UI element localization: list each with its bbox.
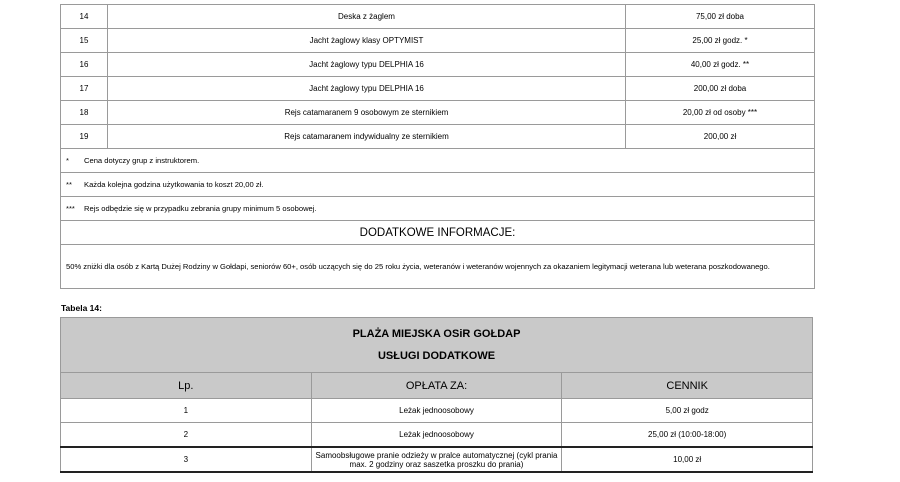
- table-row: [61, 125, 815, 149]
- info-heading: DODATKOWE INFORMACJE:: [61, 221, 815, 245]
- table-row: [61, 423, 813, 448]
- footnote-row: [61, 149, 815, 173]
- row-item: Rejs catamaranem 9 osobowym ze sternikiem: [108, 101, 626, 125]
- row-number: 15: [61, 29, 108, 53]
- row-number: 1: [61, 399, 312, 423]
- footnote: [61, 149, 815, 173]
- row-number: 18: [61, 101, 108, 125]
- column-header-price: CENNIK: [562, 373, 813, 399]
- row-number: 16: [61, 53, 108, 77]
- row-item: Leżak jednoosobowy: [311, 423, 562, 448]
- table-subtitle: USŁUGI DODATKOWE: [377, 350, 496, 362]
- footnote-mark: **: [66, 180, 72, 189]
- row-number: 3: [61, 447, 312, 472]
- row-item: Rejs catamaranem indywidualny ze sternikiem: [108, 125, 626, 149]
- footnote: [61, 197, 815, 221]
- footnote-text: Cena dotyczy grup z instruktorem.: [84, 156, 200, 165]
- table-title-cell: [61, 318, 813, 373]
- row-price: 75,00 zł doba: [626, 5, 815, 29]
- footnote-mark: ***: [66, 204, 75, 213]
- footnote-text: Każda kolejna godzina użytkowania to koszt 20,00 zł.: [84, 180, 264, 189]
- table-row: [61, 399, 813, 423]
- table-row: [61, 101, 815, 125]
- footnote: [61, 173, 815, 197]
- table-row: [61, 447, 813, 472]
- table-caption: Tabela 14:: [61, 303, 102, 313]
- column-header-lp: Lp.: [61, 373, 312, 399]
- column-header-row: [61, 373, 813, 399]
- row-item: Leżak jednoosobowy: [311, 399, 562, 423]
- row-price: 200,00 zł: [626, 125, 815, 149]
- row-number: 2: [61, 423, 312, 448]
- row-item: Jacht żaglowy typu DELPHIA 16: [108, 53, 626, 77]
- footnote-text: Rejs odbędzie się w przypadku zebrania grupy minimum 5 osobowej.: [84, 204, 317, 213]
- price-table-14: [60, 317, 813, 473]
- table-row: [61, 29, 815, 53]
- table-title: PLAŻA MIEJSKA OSiR GOŁDAP: [352, 328, 521, 340]
- price-table-13: [60, 4, 815, 289]
- row-price: 5,00 zł godz: [562, 399, 813, 423]
- info-text: 50% zniżki dla osób z Kartą Dużej Rodziny w Gołdapi, seniorów 60+, osób uczących się do 25 roku życia, weteranów i weteranów wojennych za okazaniem legitymacji weterana lub weterana poszkodowanego.: [61, 245, 815, 289]
- row-price: 40,00 zł godz. **: [626, 53, 815, 77]
- table-row: [61, 77, 815, 101]
- row-item: Jacht żaglowy typu DELPHIA 16: [108, 77, 626, 101]
- row-item: Jacht żaglowy klasy OPTYMIST: [108, 29, 626, 53]
- footnote-mark: *: [66, 156, 69, 165]
- table-title-row: [61, 318, 813, 373]
- footnote-row: [61, 197, 815, 221]
- row-price: 10,00 zł: [562, 447, 813, 472]
- table-row: [61, 53, 815, 77]
- row-price: 25,00 zł (10:00-18:00): [562, 423, 813, 448]
- row-price: 200,00 zł doba: [626, 77, 815, 101]
- row-item: Deska z żaglem: [108, 5, 626, 29]
- table-row: [61, 5, 815, 29]
- column-header-item: OPŁATA ZA:: [311, 373, 562, 399]
- row-number: 14: [61, 5, 108, 29]
- row-number: 17: [61, 77, 108, 101]
- info-text-row: [61, 245, 815, 289]
- row-item: Samoobsługowe pranie odzieży w pralce automatycznej (cykl prania max. 2 godziny oraz saszetka proszku do prania): [311, 447, 562, 472]
- row-number: 19: [61, 125, 108, 149]
- row-price: 25,00 zł godz. *: [626, 29, 815, 53]
- row-price: 20,00 zł od osoby ***: [626, 101, 815, 125]
- footnote-row: [61, 173, 815, 197]
- info-heading-row: [61, 221, 815, 245]
